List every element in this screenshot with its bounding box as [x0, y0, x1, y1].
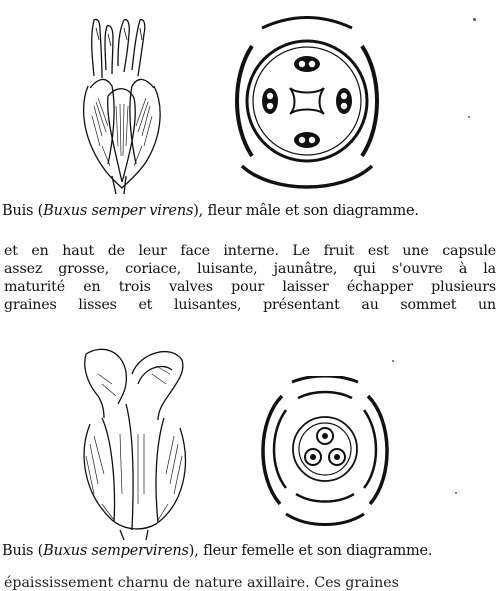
- scan-speck: [468, 116, 470, 118]
- paragraph-line: graines lisses et luisantes, présentant au sommet un: [4, 297, 496, 313]
- species-name: Buxus sempervirens: [43, 543, 189, 559]
- body-paragraph: [4, 242, 496, 314]
- species-name: Buxus semper virens: [43, 203, 194, 219]
- paragraph-line: assez grosse, coriace, luisante, jaunâtre, qui s'ouvre à la: [4, 261, 496, 277]
- female-flower-diagram: [252, 376, 398, 526]
- scan-speck: [392, 360, 394, 362]
- male-flower-diagram: [222, 16, 392, 198]
- female-flower-illustration: [72, 344, 202, 540]
- male-flower-caption: Buis (Buxus semper virens), fleur mâle et son diagramme.: [2, 203, 419, 219]
- scan-speck: [473, 18, 476, 21]
- trailing-text-line: épaississement charnu de nature axillaire. Ces graines: [4, 575, 399, 591]
- male-flower-illustration: [72, 6, 172, 198]
- female-flower-caption: Buis (Buxus sempervirens), fleur femelle et son diagramme.: [2, 543, 433, 559]
- paragraph-line: maturité en trois valves pour laisser échapper plusieurs: [4, 279, 496, 295]
- scan-speck: [455, 492, 457, 494]
- paragraph-line: et en haut de leur face interne. Le fruit est une capsule: [4, 243, 496, 259]
